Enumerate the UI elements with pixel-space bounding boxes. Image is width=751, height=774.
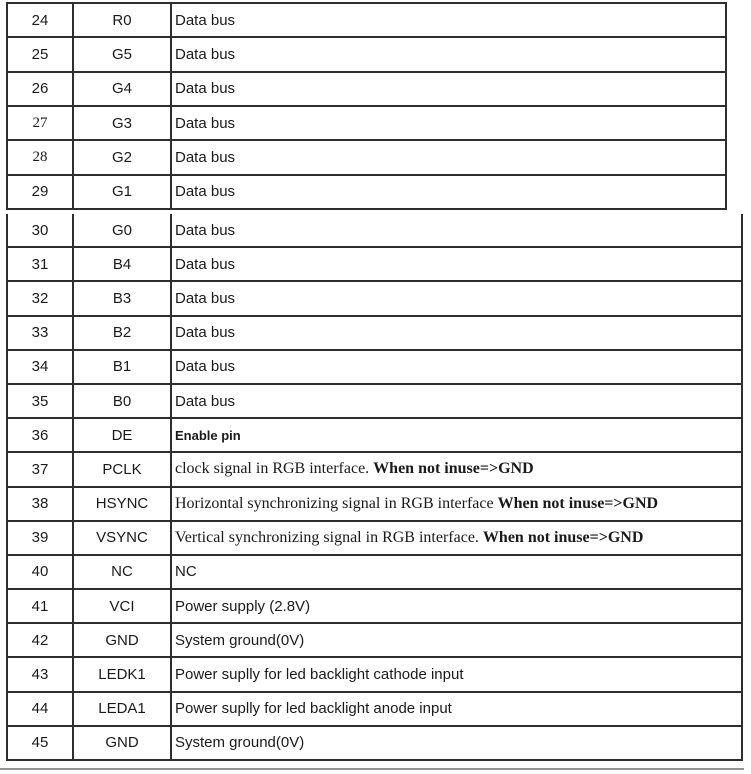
pin-table-section-1 [6,2,727,210]
description-segment: Data bus [175,289,236,307]
pin-name-cell: B3 [74,282,172,314]
pin-number-cell: 34 [8,351,74,383]
pin-name-cell: PCLK [74,453,172,485]
table-row [8,174,725,208]
pin-number-cell: 39 [8,522,74,554]
description-segment: Data bus [175,148,236,166]
description-segment: Data bus [175,221,236,239]
description-segment: Data bus [175,255,236,273]
pin-description-cell [172,488,741,520]
pin-name-cell: HSYNC [74,488,172,520]
description-segment: Vertical synchronizing signal in RGB interface. [175,528,483,546]
pin-name-cell: GND [74,727,172,759]
pin-number-cell: 27 [8,107,74,139]
table-row [8,349,741,383]
pin-name-cell: NC [74,556,172,588]
pin-description-cell [172,590,741,622]
table-row [8,71,725,105]
table-row [8,486,741,520]
pin-name-cell: R0 [74,4,172,36]
table-row [8,383,741,417]
pin-name-cell: G3 [74,107,172,139]
pin-number-cell: 37 [8,453,74,485]
table-row [8,588,741,622]
table-row [8,725,741,759]
description-segment: When not inuse=>GND [497,494,659,512]
pin-description-cell [172,453,741,485]
pin-number-cell: 30 [8,214,74,246]
pin-description-cell [172,522,741,554]
pin-number-cell: 28 [8,141,74,173]
description-segment: Data bus [175,80,236,98]
pin-number-cell: 36 [8,419,74,451]
pin-description-cell [172,282,741,314]
pin-name-cell: LEDK1 [74,658,172,690]
description-segment: Power supply (2.8V) [175,597,311,615]
description-segment: Data bus [175,183,236,201]
pin-number-cell: 26 [8,73,74,105]
pin-name-cell: G1 [74,176,172,208]
table-row [8,139,725,173]
pin-number-cell: 38 [8,488,74,520]
table-row [8,4,725,36]
pin-description-cell [172,73,725,105]
description-segment: Data bus [175,358,236,376]
pin-name-cell: VCI [74,590,172,622]
pin-number-cell: 41 [8,590,74,622]
pin-name-cell: LEDA1 [74,693,172,725]
pin-name-cell: G0 [74,214,172,246]
pin-number-cell: 43 [8,658,74,690]
table-row [8,622,741,656]
description-segment: Data bus [175,45,236,63]
pin-name-cell: B1 [74,351,172,383]
description-segment: System ground(0V) [175,734,305,752]
pin-name-cell: G5 [74,38,172,70]
pin-name-cell: GND [74,624,172,656]
pin-name-cell: B2 [74,317,172,349]
table-row [8,36,725,70]
description-segment: Horizontal synchronizing signal in RGB interface [175,494,498,512]
table-row [8,554,741,588]
description-segment: Power suplly for led backlight cathode input [175,666,464,684]
table-row [8,280,741,314]
pin-description-cell [172,419,741,451]
table-row [8,246,741,280]
pin-description-cell [172,38,725,70]
table-row [8,520,741,554]
pin-description-cell [172,385,741,417]
pin-name-cell: G4 [74,73,172,105]
pin-number-cell: 29 [8,176,74,208]
pin-description-cell [172,693,741,725]
pin-number-cell: 24 [8,4,74,36]
pin-name-cell: DE [74,419,172,451]
pin-number-cell: 40 [8,556,74,588]
pin-description-cell [172,4,725,36]
pin-number-cell: 25 [8,38,74,70]
table-row [8,691,741,725]
pin-number-cell: 44 [8,693,74,725]
pin-description-cell [172,248,741,280]
pin-description-cell [172,727,741,759]
table-row [8,417,741,451]
table-row [8,656,741,690]
description-segment: Data bus [175,324,236,342]
table-row [8,105,725,139]
description-segment: clock signal in RGB interface. [175,460,374,478]
description-segment: NC [175,563,197,581]
pin-description-cell [172,624,741,656]
pin-name-cell: VSYNC [74,522,172,554]
description-segment: System ground(0V) [175,631,305,649]
table-row [8,451,741,485]
pin-description-cell [172,658,741,690]
pin-description-cell [172,317,741,349]
description-segment: Power suplly for led backlight anode input [175,700,452,718]
description-segment: Enable pin [175,427,241,443]
table-row [8,214,741,246]
pin-description-cell [172,214,741,246]
page-bottom-rule [0,768,744,770]
description-segment: Data bus [175,114,236,132]
pin-description-cell [172,176,725,208]
pin-number-cell: 45 [8,727,74,759]
pin-number-cell: 33 [8,317,74,349]
pin-description-cell [172,107,725,139]
pin-number-cell: 31 [8,248,74,280]
pin-description-cell [172,141,725,173]
pin-name-cell: B0 [74,385,172,417]
pin-name-cell: B4 [74,248,172,280]
pin-table-section-2 [6,214,743,761]
pin-number-cell: 42 [8,624,74,656]
pin-description-cell [172,351,741,383]
pin-name-cell: G2 [74,141,172,173]
description-segment: When not inuse=>GND [373,460,534,478]
table-row [8,315,741,349]
pin-description-cell [172,556,741,588]
description-segment: When not inuse=>GND [482,528,644,546]
description-segment: Data bus [175,11,236,29]
description-segment: Data bus [175,392,236,410]
pin-number-cell: 32 [8,282,74,314]
pin-number-cell: 35 [8,385,74,417]
